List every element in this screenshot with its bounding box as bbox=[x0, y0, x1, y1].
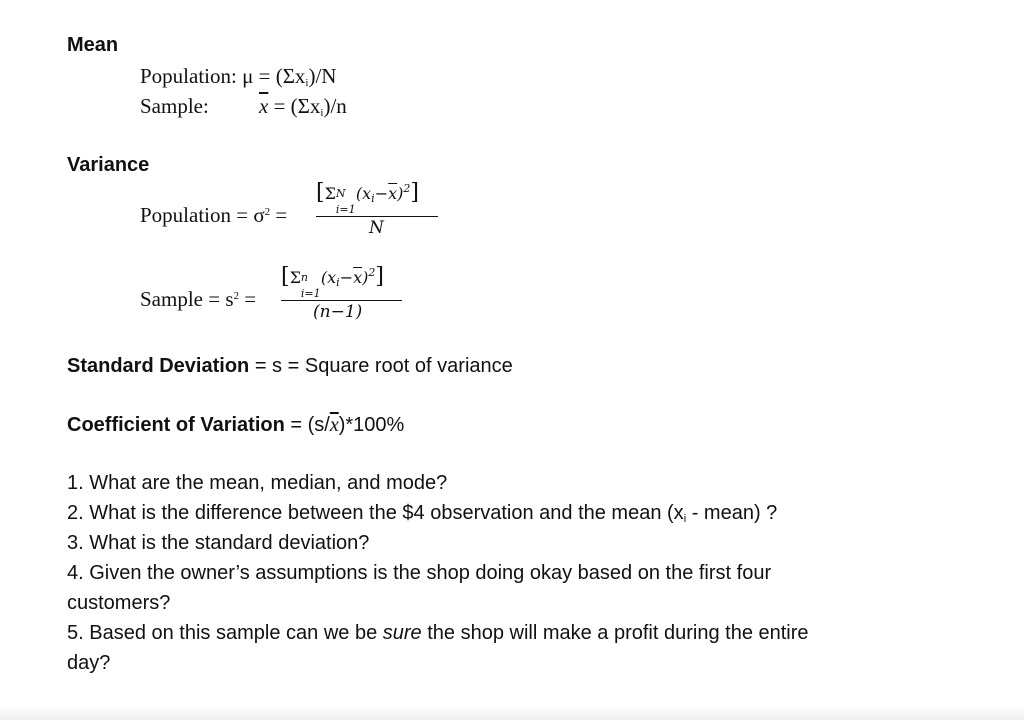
close-bracket: ] bbox=[410, 180, 419, 205]
open-bracket: [ bbox=[281, 264, 290, 289]
population-fraction-bar bbox=[316, 216, 438, 217]
cv-definition-end: )*100% bbox=[338, 414, 405, 436]
coefficient-of-variation-line bbox=[67, 413, 404, 437]
standard-deviation-line bbox=[67, 354, 513, 378]
open-bracket: [ bbox=[316, 180, 325, 205]
equals-sign: = bbox=[275, 203, 288, 227]
xbar-symbol: $\overline{x}$ bbox=[388, 184, 398, 203]
variance-heading: Variance bbox=[67, 154, 150, 176]
sample-variance-numerator bbox=[281, 264, 384, 300]
mean-heading: Mean bbox=[67, 34, 119, 56]
xbar-symbol: $\overline{x}$ bbox=[259, 94, 269, 118]
close-bracket: ] bbox=[375, 264, 384, 289]
sample-formula-tail: )/n bbox=[323, 94, 347, 118]
standard-deviation-definition: = s = Square root of variance bbox=[249, 355, 513, 377]
index-subscript: i bbox=[320, 107, 324, 119]
xbar-symbol: $\overline{x}$ bbox=[329, 414, 339, 436]
population-label: Population: bbox=[140, 64, 237, 88]
term-open: (x bbox=[320, 268, 337, 287]
question-4-line-2: customers? bbox=[67, 592, 171, 614]
close-paren: ) bbox=[362, 268, 369, 287]
sample-fraction-bar bbox=[281, 300, 402, 301]
population-variance-numerator bbox=[316, 180, 419, 216]
population-formula-tail: )/N bbox=[308, 64, 337, 88]
sigma-symbol: Σ bbox=[289, 268, 301, 287]
page-bottom-edge bbox=[0, 706, 1024, 720]
mean-sample-formula bbox=[259, 94, 347, 119]
population-formula: μ = (Σx bbox=[242, 64, 306, 88]
sample-variance-denominator: (n−1) bbox=[313, 302, 363, 322]
coefficient-of-variation-term: Coefficient of Variation bbox=[67, 414, 285, 436]
index-subscript: i bbox=[336, 276, 340, 289]
variance-sample-label bbox=[140, 287, 256, 312]
question-2-end: - mean) ? bbox=[686, 502, 778, 524]
sample-formula: = (Σx bbox=[273, 94, 321, 118]
cv-definition-start: = (s/ bbox=[284, 414, 330, 436]
question-4-line-1: 4. Given the owner’s assumptions is the shop doing okay based on the first four bbox=[67, 562, 772, 584]
question-5-emphasis: sure bbox=[382, 622, 422, 644]
xbar-symbol: $\overline{x}$ bbox=[353, 268, 363, 287]
question-5-line-1 bbox=[67, 618, 809, 648]
close-paren: ) bbox=[397, 184, 404, 203]
question-5-end: the shop will make a profit during the entire bbox=[421, 622, 809, 644]
sum-upper-limit: N bbox=[335, 187, 346, 200]
equals-sign: = bbox=[244, 287, 257, 311]
squared-superscript: 2 bbox=[403, 182, 411, 195]
minus-sign: − bbox=[374, 184, 389, 203]
population-variance-label: Population = σ bbox=[140, 203, 265, 227]
minus-sign: − bbox=[339, 268, 354, 287]
squared-superscript: 2 bbox=[368, 266, 376, 279]
term-open: (x bbox=[355, 184, 372, 203]
index-subscript: i bbox=[683, 513, 687, 525]
squared-superscript: 2 bbox=[264, 206, 271, 218]
mean-sample-label: Sample: bbox=[140, 94, 209, 118]
squared-superscript: 2 bbox=[233, 290, 240, 302]
population-variance-denominator: N bbox=[369, 218, 384, 238]
mean-population-line bbox=[140, 64, 336, 89]
question-3: 3. What is the standard deviation? bbox=[67, 532, 370, 554]
sum-upper-limit: n bbox=[300, 271, 308, 284]
standard-deviation-term: Standard Deviation bbox=[67, 355, 250, 377]
question-5-start: 5. Based on this sample can we be bbox=[67, 622, 383, 644]
variance-population-label bbox=[140, 203, 287, 228]
index-subscript: i bbox=[305, 77, 309, 89]
index-subscript: i bbox=[371, 192, 375, 205]
sum-lower-limit: i=1 bbox=[300, 287, 321, 300]
sum-lower-limit: i=1 bbox=[335, 203, 356, 216]
question-1: 1. What are the mean, median, and mode? bbox=[67, 472, 448, 494]
question-5-line-2: day? bbox=[67, 652, 111, 674]
question-2-start: 2. What is the difference between the $4 observation and the mean (x bbox=[67, 502, 684, 524]
sample-variance-label: Sample = s bbox=[140, 287, 234, 311]
sigma-symbol: Σ bbox=[324, 184, 336, 203]
